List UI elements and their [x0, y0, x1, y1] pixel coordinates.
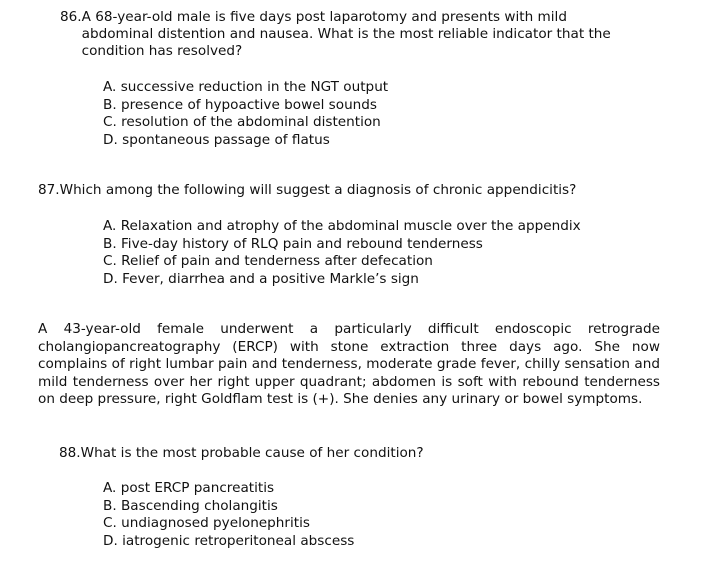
question-number: 88. [59, 445, 81, 461]
option-a: A. post ERCP pancreatitis [103, 480, 275, 496]
option-c: C. resolution of the abdominal distention [103, 114, 381, 130]
question-88-stem [59, 445, 659, 462]
question-text: A 68-year-old male is five days post laparotomy and presents with mild abdominal distention and nausea. What is the most reliable indicator that the condition has resolved? [81, 9, 611, 59]
option-d: D. spontaneous passage of flatus [103, 131, 330, 148]
question-86-stem [60, 9, 635, 60]
option-b: B. Bascending cholangitis [103, 497, 278, 514]
question-87-options [103, 218, 581, 288]
question-86-options [103, 79, 388, 149]
option-a: A. Relaxation and atrophy of the abdominal muscle over the appendix [103, 218, 581, 234]
option-c: C. undiagnosed pyelonephritis [103, 515, 310, 531]
option-d: D. Fever, diarrhea and a positive Markle’s sign [103, 270, 419, 287]
question-text: What is the most probable cause of her condition? [80, 445, 424, 461]
question-87-stem [38, 182, 678, 199]
option-a: A. successive reduction in the NGT output [103, 79, 389, 95]
option-b: B. Five-day history of RLQ pain and rebound tenderness [103, 235, 483, 252]
question-number: 87. [38, 182, 60, 198]
case-vignette: A 43-year-old female underwent a particularly difficult endoscopic retrograde cholangiopancreatography (ERCP) with stone extraction three days ago. She now complains of right lumbar pain and tenderness, moderate grade fever, chilly sensation and mild tenderness over her right upper quadrant; abdomen is soft with rebound tenderness on deep pressure, right Goldflam test is (+). She denies any urinary or bowel symptoms. [38, 321, 660, 407]
option-c: C. Relief of pain and tenderness after defecation [103, 253, 433, 269]
option-d: D. iatrogenic retroperitoneal abscess [103, 532, 355, 549]
question-text: Which among the following will suggest a diagnosis of chronic appendicitis? [59, 182, 577, 198]
question-number: 86. [60, 9, 82, 25]
question-88-options [103, 480, 354, 550]
option-b: B. presence of hypoactive bowel sounds [103, 96, 378, 113]
